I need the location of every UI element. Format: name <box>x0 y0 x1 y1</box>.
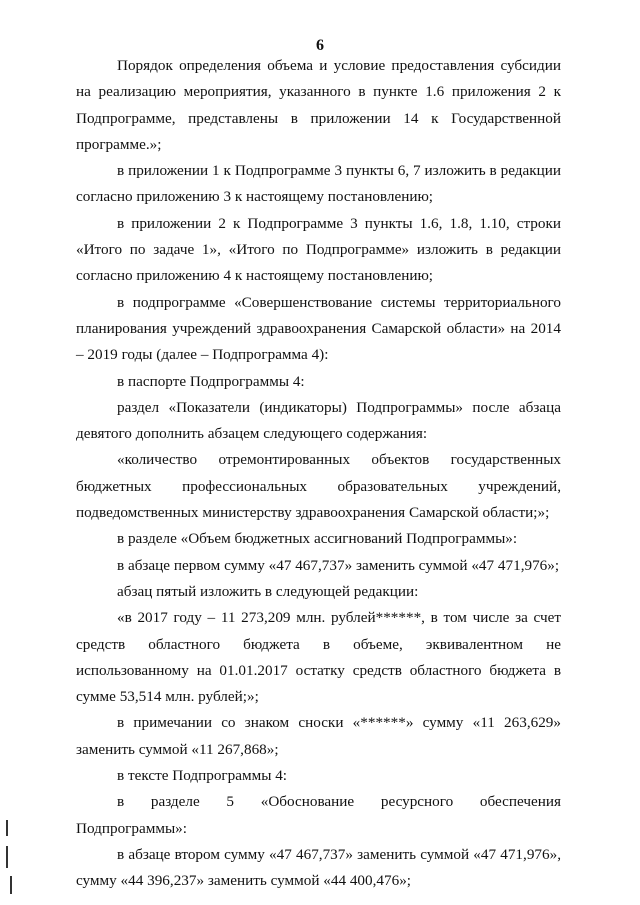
paragraph: в приложении 1 к Подпрограмме 3 пункты 6, 7 изложить в редакции согласно приложению 3 к настоящему постановлению; <box>76 162 561 206</box>
scan-edge-mark <box>6 846 8 868</box>
page-number: 6 <box>316 37 324 54</box>
paragraph: в приложении 2 к Подпрограмме 3 пункты 1.6, 1.8, 1.10, строки «Итого по задаче 1», «Итого по Подпрограмме» изложить в редакции согласно приложению 4 к настоящему постановлению; <box>76 214 561 285</box>
paragraph: в тексте Подпрограммы 4: <box>117 767 288 785</box>
paragraph: Порядок определения объема и условие предоставления субсидии на реализацию мероприятия, указанного в пункте 1.6 приложения 2 к Подпрограмме, представлены в приложении 14 к Государственной программе.»; <box>76 57 561 153</box>
paragraph: в абзаце первом сумму «47 467,737» заменить суммой «47 471,976»; <box>117 556 560 574</box>
paragraph: в паспорте Подпрограммы 4: <box>117 372 305 390</box>
scan-edge-mark <box>10 876 12 894</box>
paragraph: в абзаце втором сумму «47 467,737» заменить суммой «47 471,976», сумму «44 396,237» заменить суммой «44 400,476»; <box>76 845 561 890</box>
paragraph: в подпрограмме «Совершенствование системы территориального планирования учреждений здравоохранения Самарской области» на 2014 – 2019 годы (далее – Подпрограмма 4): <box>76 293 561 364</box>
paragraph: абзац пятый изложить в следующей редакции: <box>117 582 419 600</box>
paragraph: в разделе 5 «Обоснование ресурсного обеспечения Подпрограммы»: <box>76 793 561 837</box>
paragraph: в примечании со знаком сноски «******» сумму «11 263,629» заменить суммой «11 267,868»; <box>76 714 561 758</box>
paragraph: «в 2017 году – 11 273,209 млн. рублей******, в том числе за счет средств областного бюджета в объеме, эквивалентном не использованному на 01.01.2017 остатку средств областного бюджета в сумме 53,514 млн. рублей;»; <box>76 609 561 706</box>
paragraph: в разделе «Объем бюджетных ассигнований Подпрограммы»: <box>117 530 518 548</box>
scan-edge-mark <box>6 820 8 836</box>
paragraph: раздел «Показатели (индикаторы) Подпрограммы» после абзаца девятого дополнить абзацем следующего содержания: <box>76 398 561 443</box>
paragraph: «количество отремонтированных объектов государственных бюджетных профессиональных образовательных учреждений, подведомственных министерству здравоохранения Самарской области;»; <box>76 451 561 522</box>
document-body <box>76 53 561 895</box>
